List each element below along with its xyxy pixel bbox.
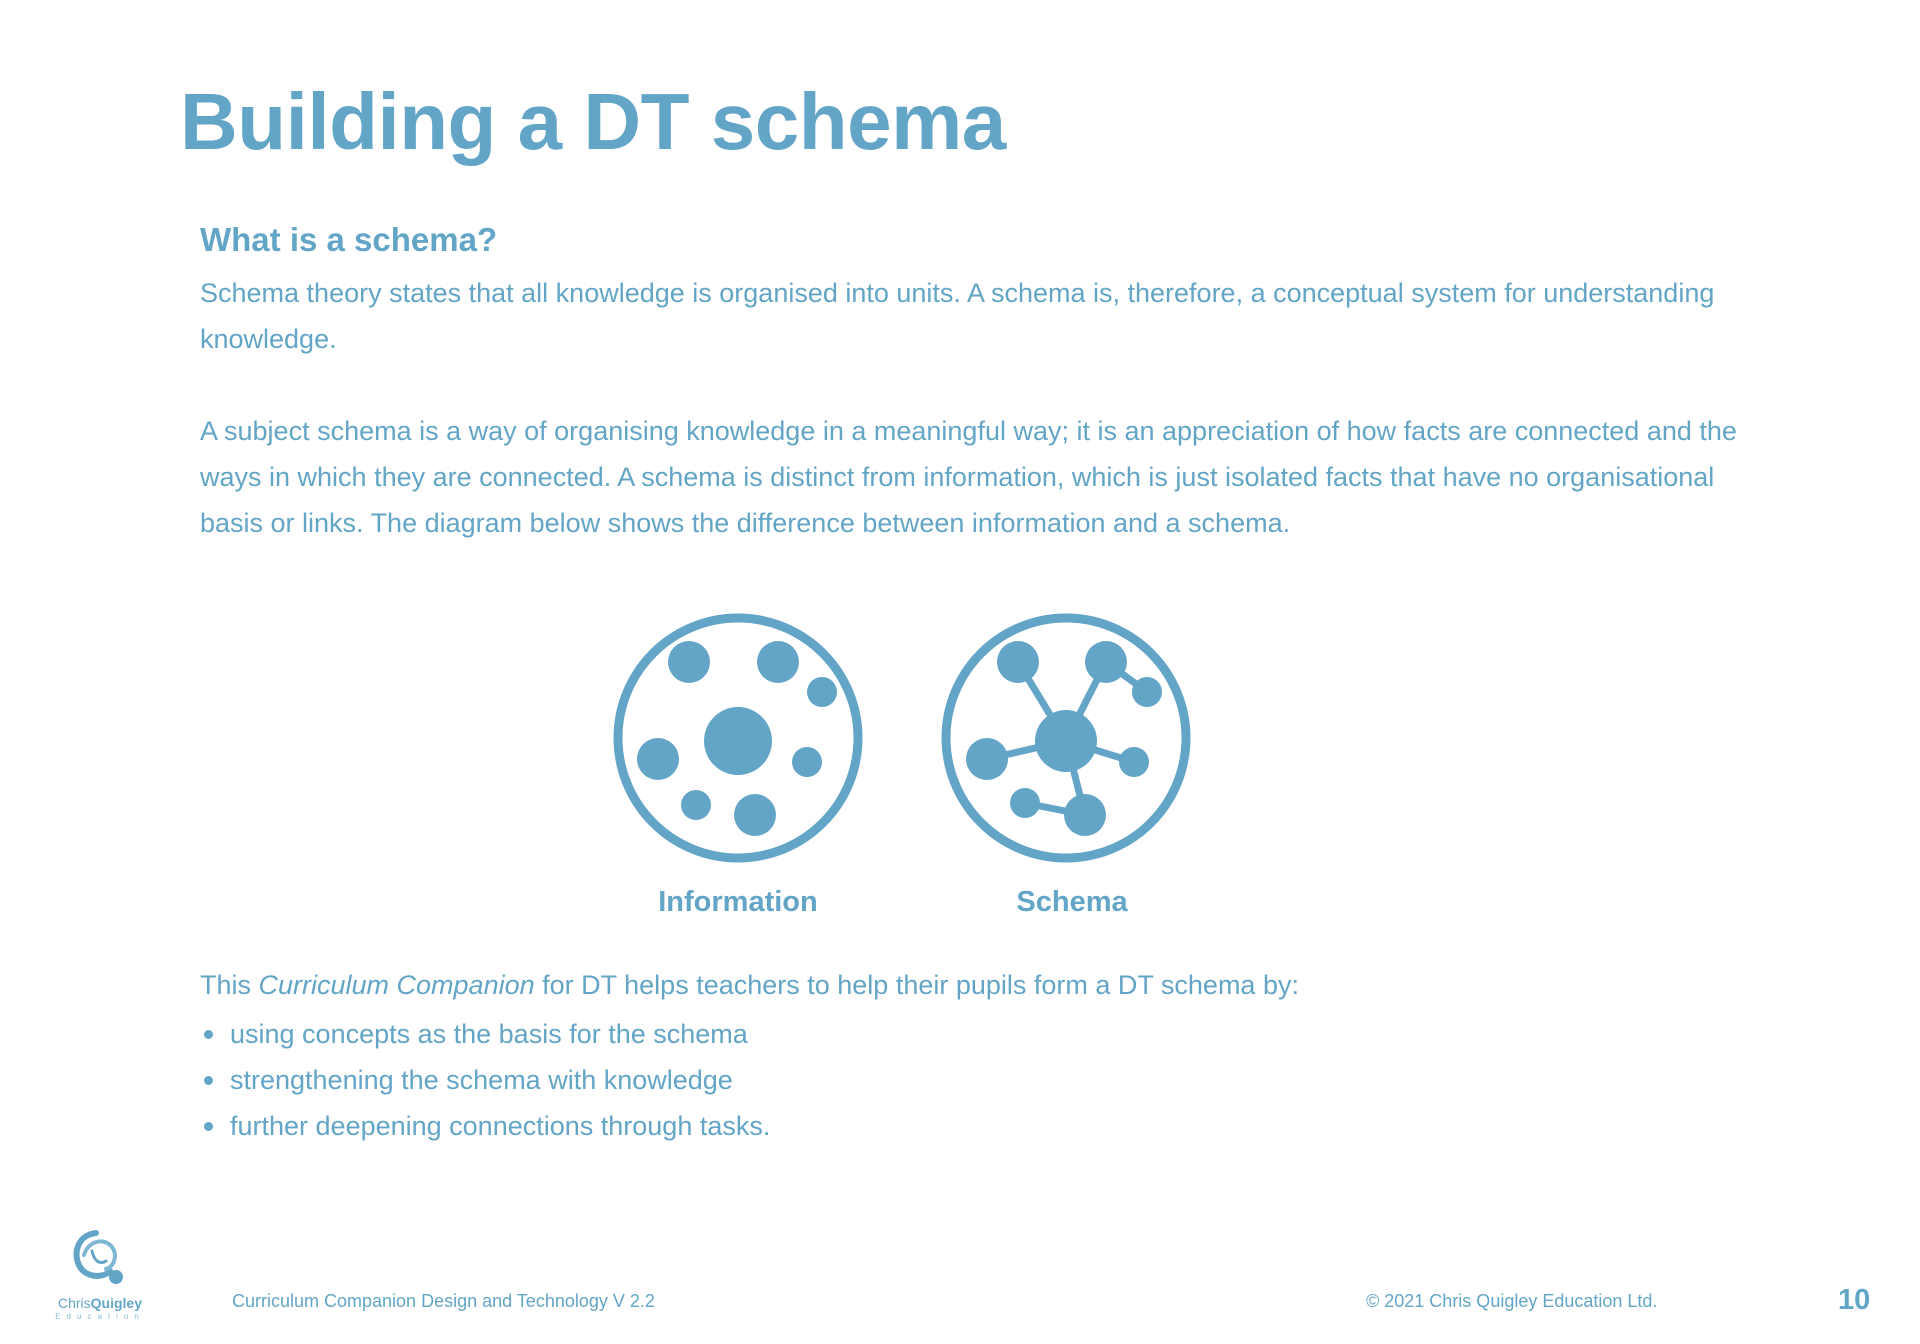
logo-first-name: Chris (57, 1295, 91, 1311)
logo-subtitle: Education (55, 1312, 145, 1321)
diagram-graphic (600, 600, 1200, 880)
information-circle (618, 618, 858, 858)
schema-circle (946, 618, 1186, 858)
intro-text-italic: Curriculum Companion (258, 970, 535, 1000)
paragraph-schema-theory: Schema theory states that all knowledge is organised into units. A schema is, therefore, a conceptual system for understanding knowledge. (200, 278, 1715, 354)
logo-wordmark (50, 1295, 150, 1311)
bullet-list (200, 1011, 770, 1149)
logo-icon (66, 1225, 134, 1291)
chris-quigley-logo (50, 1225, 150, 1335)
schema-label: Schema (1016, 886, 1128, 918)
list-item: further deepening connections through tasks. (200, 1103, 770, 1149)
paragraph-subject-schema: A subject schema is a way of organising knowledge in a meaningful way; it is an appreciation of how facts are connected and the ways in which they are connected. A schema is distinct from information, which is just isolated facts that have no organisational basis or links. The diagram below shows the difference between information and a schema. (200, 416, 1737, 538)
list-item: using concepts as the basis for the schema (200, 1011, 770, 1057)
intro-text-before: This (200, 970, 259, 1000)
logo-last-name: Quigley (90, 1295, 143, 1311)
page-title: Building a DT schema (180, 77, 1006, 166)
section-heading: What is a schema? (200, 221, 498, 258)
list-item: strengthening the schema with knowledge (200, 1057, 770, 1103)
information-label: Information (658, 886, 818, 918)
footer-document-name: Curriculum Companion Design and Technology V 2.2 (232, 1291, 655, 1311)
intro-text-after: for DT helps teachers to help their pupils form a DT schema by: (534, 970, 1299, 1000)
page-number: 10 (1838, 1284, 1871, 1316)
information-vs-schema-diagram (600, 600, 1200, 930)
intro-paragraph (200, 962, 1760, 1008)
footer-copyright: © 2021 Chris Quigley Education Ltd. (1366, 1291, 1658, 1311)
